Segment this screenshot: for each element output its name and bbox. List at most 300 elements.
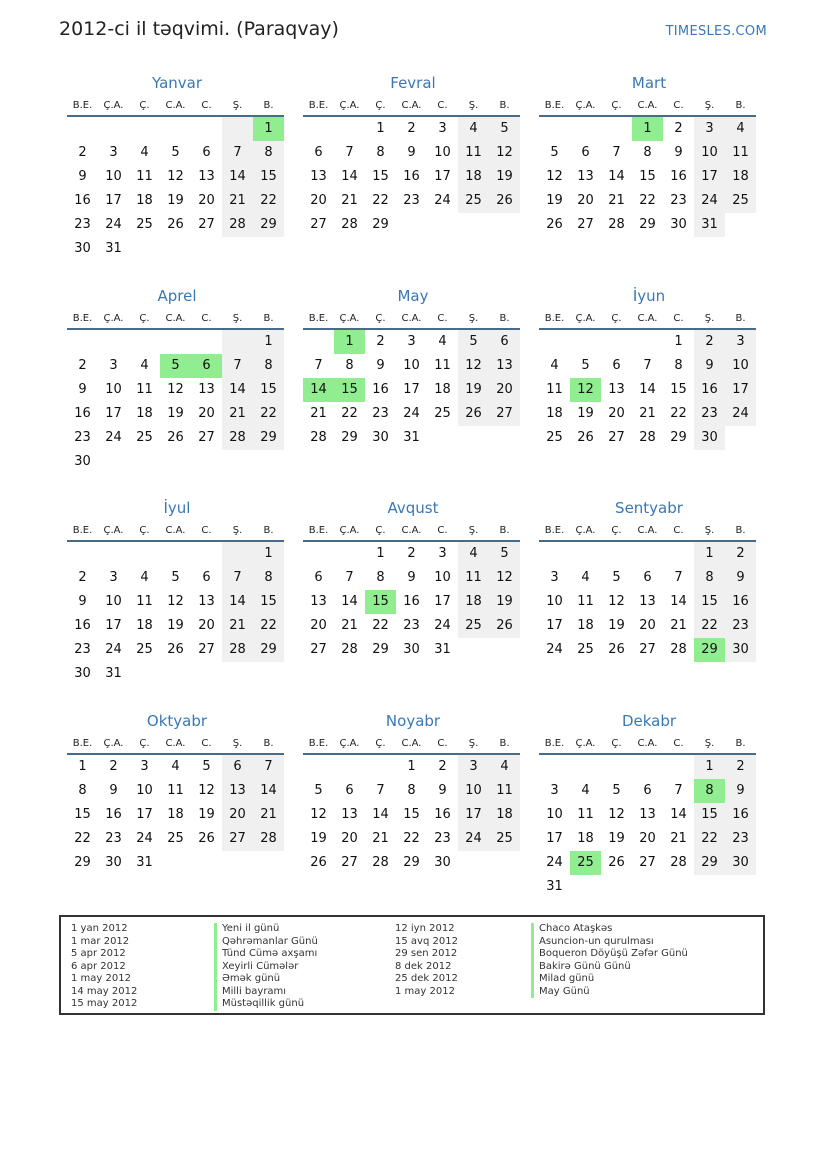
day-cell: 28 [222, 213, 253, 237]
day-cell: 21 [639, 406, 656, 421]
day-cell: 11 [458, 566, 489, 590]
empty-cell [365, 755, 396, 779]
legend-line: Chaco Ataşkəs [531, 923, 688, 936]
empty-cell [632, 542, 663, 566]
day-cell: 9 [78, 594, 87, 609]
day-cell: 24 [434, 618, 451, 633]
month-name: İyun [632, 287, 666, 305]
weekday-header: Ç. [601, 735, 632, 755]
day-cell: 21 [310, 406, 327, 421]
day-cell: 17 [546, 618, 563, 633]
weekday-header: Ç. [129, 735, 160, 755]
weekday-header: Ç.A. [334, 310, 365, 330]
day-cell: 26 [577, 430, 594, 445]
weekday-header: Ç. [601, 310, 632, 330]
day-cell: 15 [694, 803, 725, 827]
month-grid [303, 310, 523, 450]
day-cell: 1 [253, 330, 284, 354]
empty-cell [253, 851, 284, 875]
empty-cell [601, 330, 632, 354]
day-cell: 30 [372, 430, 389, 445]
weekday-header: C. [191, 310, 222, 330]
legend-line: Tünd Cümə axşamı [214, 948, 318, 961]
day-cell: 6 [202, 570, 211, 585]
day-cell: 18 [458, 165, 489, 189]
day-cell: 8 [253, 566, 284, 590]
legend-line: 15 may 2012 [71, 998, 138, 1009]
weekday-header: B.E. [67, 522, 98, 542]
empty-cell [601, 875, 632, 899]
day-cell: 3 [109, 570, 118, 585]
day-cell: 16 [403, 169, 420, 184]
day-cell: 26 [167, 642, 184, 657]
day-cell: 3 [140, 759, 149, 774]
weekday-header: B.E. [303, 735, 334, 755]
weekday-header: C.A. [396, 310, 427, 330]
day-cell: 23 [725, 827, 756, 851]
empty-cell [458, 426, 489, 450]
month-name: Noyabr [385, 712, 441, 730]
weekday-header: Ç.A. [98, 522, 129, 542]
day-cell: 5 [171, 145, 180, 160]
legend-line: Müstəqillik günü [214, 998, 318, 1011]
day-cell: 21 [253, 803, 284, 827]
day-cell: 15 [639, 169, 656, 184]
day-cell: 30 [670, 217, 687, 232]
empty-cell [694, 875, 725, 899]
day-cell: 24 [105, 217, 122, 232]
empty-cell [539, 755, 570, 779]
day-cell: 15 [670, 382, 687, 397]
day-cell: 18 [167, 807, 184, 822]
holiday-day-cell: 15 [334, 378, 365, 402]
day-cell: 29 [639, 217, 656, 232]
weekday-header: Ç. [129, 522, 160, 542]
weekday-header: Ş. [458, 735, 489, 755]
month-may [303, 286, 523, 450]
day-cell: 24 [458, 827, 489, 851]
weekday-header: B.E. [539, 735, 570, 755]
day-cell: 9 [109, 783, 118, 798]
day-cell: 18 [577, 618, 594, 633]
empty-cell [160, 330, 191, 354]
site-logo-link[interactable]: TIMESLES.COM [665, 24, 767, 39]
day-cell: 21 [608, 193, 625, 208]
day-cell: 24 [105, 430, 122, 445]
day-cell: 28 [341, 642, 358, 657]
day-cell: 15 [694, 590, 725, 614]
day-cell: 25 [725, 189, 756, 213]
empty-cell [191, 450, 222, 474]
day-cell: 25 [136, 430, 153, 445]
day-cell: 13 [222, 779, 253, 803]
day-cell: 26 [167, 217, 184, 232]
weekday-header: B. [725, 522, 756, 542]
day-cell: 24 [434, 193, 451, 208]
empty-cell [253, 450, 284, 474]
weekday-header: C.A. [396, 97, 427, 117]
day-cell: 1 [694, 755, 725, 779]
day-cell: 27 [341, 855, 358, 870]
day-cell: 7 [643, 358, 652, 373]
month-grid [303, 735, 523, 875]
day-cell: 10 [434, 570, 451, 585]
holiday-day-cell: 5 [160, 354, 191, 378]
weekday-header: B. [489, 97, 520, 117]
empty-cell [191, 330, 222, 354]
day-cell: 28 [639, 430, 656, 445]
day-cell: 25 [577, 642, 594, 657]
legend-line: 25 dek 2012 [395, 973, 458, 984]
day-cell: 26 [458, 402, 489, 426]
day-cell: 26 [489, 189, 520, 213]
day-cell: 10 [136, 783, 153, 798]
weekday-header: C.A. [160, 310, 191, 330]
day-cell: 24 [725, 402, 756, 426]
holiday-legend [59, 915, 765, 1015]
weekday-header: Ş. [694, 310, 725, 330]
day-cell: 11 [136, 169, 153, 184]
holiday-day-cell: 12 [570, 378, 601, 402]
day-cell: 14 [670, 807, 687, 822]
day-cell: 16 [74, 193, 91, 208]
legend-names-1 [214, 923, 318, 1011]
day-cell: 12 [458, 354, 489, 378]
day-cell: 7 [376, 783, 385, 798]
day-cell: 28 [608, 217, 625, 232]
day-cell: 1 [407, 759, 416, 774]
day-cell: 6 [202, 145, 211, 160]
day-cell: 13 [639, 594, 656, 609]
empty-cell [396, 213, 427, 237]
day-cell: 3 [438, 546, 447, 561]
legend-line: Əmək günü [214, 973, 318, 986]
month-i̇yul [67, 498, 287, 686]
empty-cell [98, 117, 129, 141]
day-cell: 22 [639, 193, 656, 208]
day-cell: 2 [674, 121, 683, 136]
day-cell: 27 [608, 430, 625, 445]
legend-line: 1 may 2012 [71, 973, 131, 984]
day-cell: 3 [438, 121, 447, 136]
month-name: İyul [163, 499, 191, 517]
day-cell: 29 [670, 430, 687, 445]
day-cell: 22 [253, 189, 284, 213]
day-cell: 4 [140, 570, 149, 585]
weekday-header: B. [725, 735, 756, 755]
day-cell: 28 [310, 430, 327, 445]
weekday-header: B. [489, 735, 520, 755]
day-cell: 12 [489, 141, 520, 165]
empty-cell [539, 117, 570, 141]
month-grid [303, 522, 523, 662]
day-cell: 30 [74, 241, 91, 256]
weekday-header: C. [663, 310, 694, 330]
legend-line: Boqueron Döyüşü Zəfər Günü [531, 948, 688, 961]
day-cell: 7 [674, 783, 683, 798]
day-cell: 29 [74, 855, 91, 870]
month-grid [67, 735, 287, 875]
legend-line: Bakirə Günü Günü [531, 961, 688, 974]
day-cell: 17 [694, 165, 725, 189]
day-cell: 5 [612, 783, 621, 798]
empty-cell [539, 542, 570, 566]
weekday-header: Ş. [694, 522, 725, 542]
weekday-header: Ş. [222, 310, 253, 330]
day-cell: 25 [489, 827, 520, 851]
day-cell: 7 [222, 354, 253, 378]
day-cell: 11 [546, 382, 563, 397]
legend-line: 5 apr 2012 [71, 948, 126, 959]
weekday-header: Ç.A. [570, 522, 601, 542]
day-cell: 6 [314, 570, 323, 585]
day-cell: 23 [403, 193, 420, 208]
day-cell: 18 [136, 406, 153, 421]
month-avqust [303, 498, 523, 662]
day-cell: 10 [105, 594, 122, 609]
day-cell: 19 [458, 378, 489, 402]
day-cell: 8 [253, 354, 284, 378]
empty-cell [191, 662, 222, 686]
weekday-header: Ş. [222, 97, 253, 117]
empty-cell [303, 542, 334, 566]
day-cell: 2 [438, 759, 447, 774]
day-cell: 5 [581, 358, 590, 373]
month-grid [67, 97, 287, 261]
day-cell: 22 [341, 406, 358, 421]
day-cell: 6 [314, 145, 323, 160]
day-cell: 4 [438, 334, 447, 349]
day-cell: 8 [407, 783, 416, 798]
day-cell: 26 [608, 642, 625, 657]
empty-cell [725, 875, 756, 899]
day-cell: 21 [670, 618, 687, 633]
holiday-day-cell: 1 [632, 117, 663, 141]
holiday-day-cell: 8 [694, 779, 725, 803]
day-cell: 9 [694, 354, 725, 378]
day-cell: 24 [403, 406, 420, 421]
weekday-header: Ç. [129, 310, 160, 330]
day-cell: 17 [434, 169, 451, 184]
empty-cell [253, 662, 284, 686]
day-cell: 3 [407, 334, 416, 349]
weekday-header: C. [191, 522, 222, 542]
weekday-header: B. [253, 522, 284, 542]
day-cell: 18 [725, 165, 756, 189]
day-cell: 9 [407, 570, 416, 585]
day-cell: 9 [725, 779, 756, 803]
weekday-header: Ş. [458, 522, 489, 542]
weekday-header: Ç.A. [334, 735, 365, 755]
day-cell: 11 [136, 594, 153, 609]
day-cell: 21 [341, 193, 358, 208]
day-cell: 4 [140, 145, 149, 160]
day-cell: 10 [458, 779, 489, 803]
empty-cell [129, 330, 160, 354]
holiday-day-cell: 1 [334, 330, 365, 354]
day-cell: 1 [674, 334, 683, 349]
empty-cell [67, 330, 98, 354]
day-cell: 18 [577, 831, 594, 846]
day-cell: 31 [546, 879, 563, 894]
day-cell: 30 [434, 855, 451, 870]
weekday-header: Ş. [458, 97, 489, 117]
day-cell: 22 [670, 406, 687, 421]
empty-cell [458, 213, 489, 237]
day-cell: 3 [725, 330, 756, 354]
day-cell: 29 [694, 851, 725, 875]
weekday-header: B.E. [303, 522, 334, 542]
day-cell: 24 [136, 831, 153, 846]
month-grid [303, 97, 523, 237]
day-cell: 16 [74, 618, 91, 633]
weekday-header: B. [725, 310, 756, 330]
day-cell: 13 [198, 594, 215, 609]
day-cell: 29 [253, 638, 284, 662]
empty-cell [222, 662, 253, 686]
day-cell: 5 [489, 117, 520, 141]
empty-cell [129, 542, 160, 566]
day-cell: 12 [167, 169, 184, 184]
empty-cell [253, 237, 284, 261]
holiday-day-cell: 14 [303, 378, 334, 402]
day-cell: 27 [198, 430, 215, 445]
day-cell: 9 [438, 783, 447, 798]
day-cell: 31 [694, 213, 725, 237]
day-cell: 4 [550, 358, 559, 373]
day-cell: 10 [105, 382, 122, 397]
legend-line: Asuncion-un qurulması [531, 936, 688, 949]
day-cell: 7 [345, 145, 354, 160]
day-cell: 7 [222, 566, 253, 590]
weekday-header: C.A. [160, 735, 191, 755]
empty-cell [129, 117, 160, 141]
month-sentyabr [539, 498, 759, 662]
day-cell: 18 [434, 382, 451, 397]
day-cell: 11 [458, 141, 489, 165]
weekday-header: C.A. [160, 97, 191, 117]
empty-cell [427, 426, 458, 450]
day-cell: 18 [546, 406, 563, 421]
day-cell: 20 [198, 618, 215, 633]
empty-cell [222, 450, 253, 474]
empty-cell [663, 542, 694, 566]
weekday-header: C. [427, 522, 458, 542]
day-cell: 12 [489, 566, 520, 590]
day-cell: 26 [310, 855, 327, 870]
weekday-header: B.E. [539, 522, 570, 542]
day-cell: 28 [670, 642, 687, 657]
weekday-header: C. [427, 735, 458, 755]
day-cell: 31 [434, 642, 451, 657]
day-cell: 20 [198, 406, 215, 421]
day-cell: 28 [222, 638, 253, 662]
day-cell: 27 [639, 855, 656, 870]
weekday-header: Ç.A. [98, 735, 129, 755]
day-cell: 28 [670, 855, 687, 870]
day-cell: 9 [78, 382, 87, 397]
day-cell: 1 [376, 121, 385, 136]
empty-cell [129, 237, 160, 261]
day-cell: 8 [345, 358, 354, 373]
day-cell: 11 [167, 783, 184, 798]
weekday-header: Ç.A. [98, 97, 129, 117]
empty-cell [539, 330, 570, 354]
day-cell: 29 [372, 217, 389, 232]
day-cell: 3 [550, 570, 559, 585]
day-cell: 12 [310, 807, 327, 822]
weekday-header: Ş. [458, 310, 489, 330]
weekday-header: Ç.A. [570, 97, 601, 117]
day-cell: 21 [341, 618, 358, 633]
weekday-header: B. [253, 97, 284, 117]
day-cell: 31 [403, 430, 420, 445]
day-cell: 23 [694, 402, 725, 426]
day-cell: 13 [341, 807, 358, 822]
legend-line: 6 apr 2012 [71, 960, 126, 972]
legend-line: 29 sen 2012 [395, 948, 458, 959]
day-cell: 11 [434, 358, 451, 373]
day-cell: 21 [670, 831, 687, 846]
empty-cell [222, 542, 253, 566]
day-cell: 29 [372, 642, 389, 657]
day-cell: 9 [725, 566, 756, 590]
weekday-header: C. [191, 97, 222, 117]
day-cell: 14 [608, 169, 625, 184]
weekday-header: C. [427, 310, 458, 330]
day-cell: 18 [489, 803, 520, 827]
holiday-day-cell: 1 [253, 117, 284, 141]
empty-cell [191, 542, 222, 566]
weekday-header: C. [663, 735, 694, 755]
weekday-header: Ç.A. [334, 97, 365, 117]
day-cell: 6 [612, 358, 621, 373]
empty-cell [489, 213, 520, 237]
weekday-header: B.E. [303, 310, 334, 330]
day-cell: 4 [171, 759, 180, 774]
empty-cell [632, 330, 663, 354]
month-noyabr [303, 711, 523, 875]
day-cell: 31 [105, 241, 122, 256]
day-cell: 22 [403, 831, 420, 846]
empty-cell [191, 851, 222, 875]
day-cell: 30 [694, 426, 725, 450]
day-cell: 22 [694, 827, 725, 851]
legend-line: 12 iyn 2012 [395, 923, 455, 934]
day-cell: 2 [407, 121, 416, 136]
day-cell: 19 [608, 618, 625, 633]
day-cell: 22 [253, 402, 284, 426]
weekday-header: Ç. [365, 97, 396, 117]
day-cell: 15 [403, 807, 420, 822]
day-cell: 19 [198, 807, 215, 822]
day-cell: 18 [136, 618, 153, 633]
day-cell: 2 [407, 546, 416, 561]
day-cell: 9 [376, 358, 385, 373]
weekday-header: B. [489, 310, 520, 330]
day-cell: 27 [310, 217, 327, 232]
day-cell: 5 [171, 570, 180, 585]
weekday-header: Ç. [601, 97, 632, 117]
day-cell: 20 [341, 831, 358, 846]
empty-cell [98, 542, 129, 566]
empty-cell [489, 638, 520, 662]
holiday-day-cell: 29 [694, 638, 725, 662]
day-cell: 8 [376, 145, 385, 160]
holiday-day-cell: 15 [365, 590, 396, 614]
day-cell: 17 [458, 803, 489, 827]
legend-line: Milad günü [531, 973, 688, 986]
